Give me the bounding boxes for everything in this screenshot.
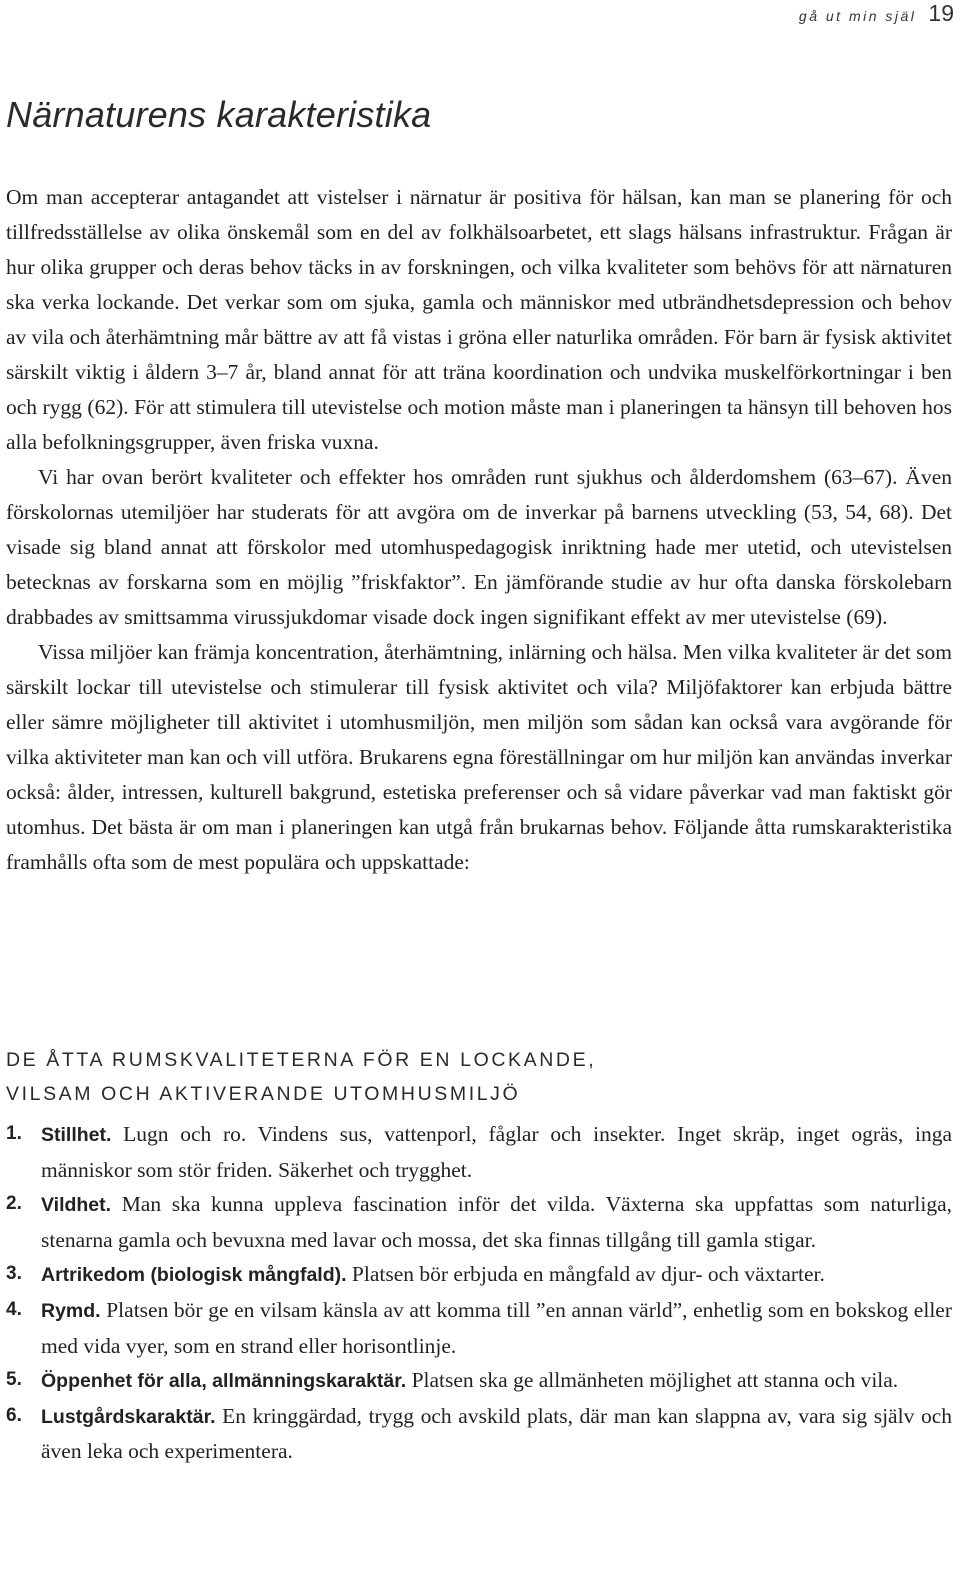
list-item <box>6 1399 952 1469</box>
list-item-number: 5. <box>6 1369 22 1391</box>
page-number: 19 <box>928 0 954 26</box>
section-heading <box>6 1043 952 1111</box>
list-item-term: Öppenhet för alla, allmänningskaraktär. <box>41 1370 407 1393</box>
chapter-title: Närnaturens karakteristika <box>6 94 432 135</box>
list-item-number: 4. <box>6 1298 22 1320</box>
list-item <box>6 1293 952 1363</box>
list-item-term: Vildhet. <box>41 1194 112 1217</box>
list-item <box>6 1257 952 1293</box>
list-item-text: Lugn och ro. Vindens sus, vattenporl, fåglar och insekter. Inget skräp, inget ogräs, inga människor som stör friden. Säkerhet och trygghet. <box>41 1122 952 1182</box>
list-item-term: Artrikedom (biologisk mångfald). <box>41 1264 347 1287</box>
list-item <box>6 1187 952 1257</box>
quality-list <box>6 1117 952 1469</box>
list-item-text: En kringgärdad, trygg och avskild plats, där man kan slappna av, vara sig själv och även leka och experimentera. <box>41 1403 952 1464</box>
list-item-term: Rymd. <box>41 1299 101 1322</box>
paragraph: Vi har ovan berört kvaliteter och effekter hos områden runt sjukhus och ålderdomshem (63–67). Även förskolornas utemiljöer har studerats för att avgöra om de inverkar på barnens utveckling (53, 54, 68). Det visade sig bland annat att förskolor med utomhuspedagogisk inriktning hade mer utetid, och utevistelsen betecknas av forskarna som en möjlig ”friskfaktor”. En jämförande studie av hur ofta danska förskolebarn drabbades av smittsamma virussjukdomar visade dock ingen signifikant effekt av mer utevistelse (69). <box>6 465 952 629</box>
list-item-text: Man ska kunna uppleva fascination inför det vilda. Växterna ska uppfattas som naturliga, stenarna gamla och bevuxna med lavar och mossa, det ska finnas tillgång till gamla stigar. <box>41 1192 952 1252</box>
list-item-number: 2. <box>6 1193 22 1215</box>
list-item <box>6 1117 952 1187</box>
list-item-term: Stillhet. <box>41 1124 112 1146</box>
list-item-number: 6. <box>6 1404 22 1426</box>
running-header <box>799 0 954 26</box>
body-text <box>6 180 952 880</box>
list-item-text: Platsen bör erbjuda en mångfald av djur- och växtarter. <box>346 1262 825 1287</box>
list-item-term: Lustgårdskaraktär. <box>41 1405 216 1428</box>
list-item <box>6 1363 952 1399</box>
section-heading-line: DE ÅTTA RUMSKVALITETERNA FÖR EN LOCKANDE, <box>6 1049 597 1071</box>
list-item-number: 1. <box>6 1123 22 1144</box>
list-item-text: Platsen ska ge allmänheten möjlighet att stanna och vila. <box>406 1368 899 1393</box>
paragraph: Om man accepterar antagandet att vistelser i närnatur är positiva för hälsan, kan man se planering för och tillfredsställelse av olika önskemål som en del av folkhälsoarbetet, ett slags hälsans infrastruktur. Frågan är hur olika grupper och deras behov täcks in av forskningen, och vilka kvaliteter som behövs för att närnaturen ska verka lockande. Det verkar som om sjuka, gamla och människor med utbrändhetsdepression och behov av vila och återhämtning mår bättre av att få vistas i gröna eller naturlika områden. För barn är fysisk aktivitet särskilt viktig i åldern 3–7 år, bland annat för att träna koordination och undvika muskelförkortningar i ben och rygg (62). För att stimulera till utevistelse och motion måste man i planeringen ta hänsyn till behoven hos alla befolkningsgrupper, även friska vuxna. <box>6 185 952 454</box>
paragraph: Vissa miljöer kan främja koncentration, återhämtning, inlärning och hälsa. Men vilka kvaliteter är det som särskilt lockar till utevistelse och stimulerar till fysisk aktivitet och vila? Miljöfaktorer kan erbjuda bättre eller sämre möjligheter till aktivitet i utomhusmiljön, men miljön som sådan kan också vara avgörande för vilka aktiviteter man kan och vill utföra. Brukarens egna föreställningar om hur miljön kan användas inverkar också: ålder, intressen, kulturell bakgrund, estetiska preferenser och så vidare påverkar vad man faktiskt gör utomhus. Det bästa är om man i planeringen kan utgå från brukarnas behov. Följande åtta rumskarakteristika framhålls ofta som de mest populära och uppskattade: <box>6 640 952 874</box>
running-title: gå ut min själ <box>798 8 917 24</box>
list-item-text: Platsen bör ge en vilsam känsla av att komma till ”en annan värld”, enhetlig som en bokskog eller med vida vyer, som en strand eller horisontlinje. <box>41 1297 952 1358</box>
section-heading-line: VILSAM OCH AKTIVERANDE UTOMHUSMILJÖ <box>6 1083 521 1105</box>
list-item-number: 3. <box>6 1263 22 1285</box>
